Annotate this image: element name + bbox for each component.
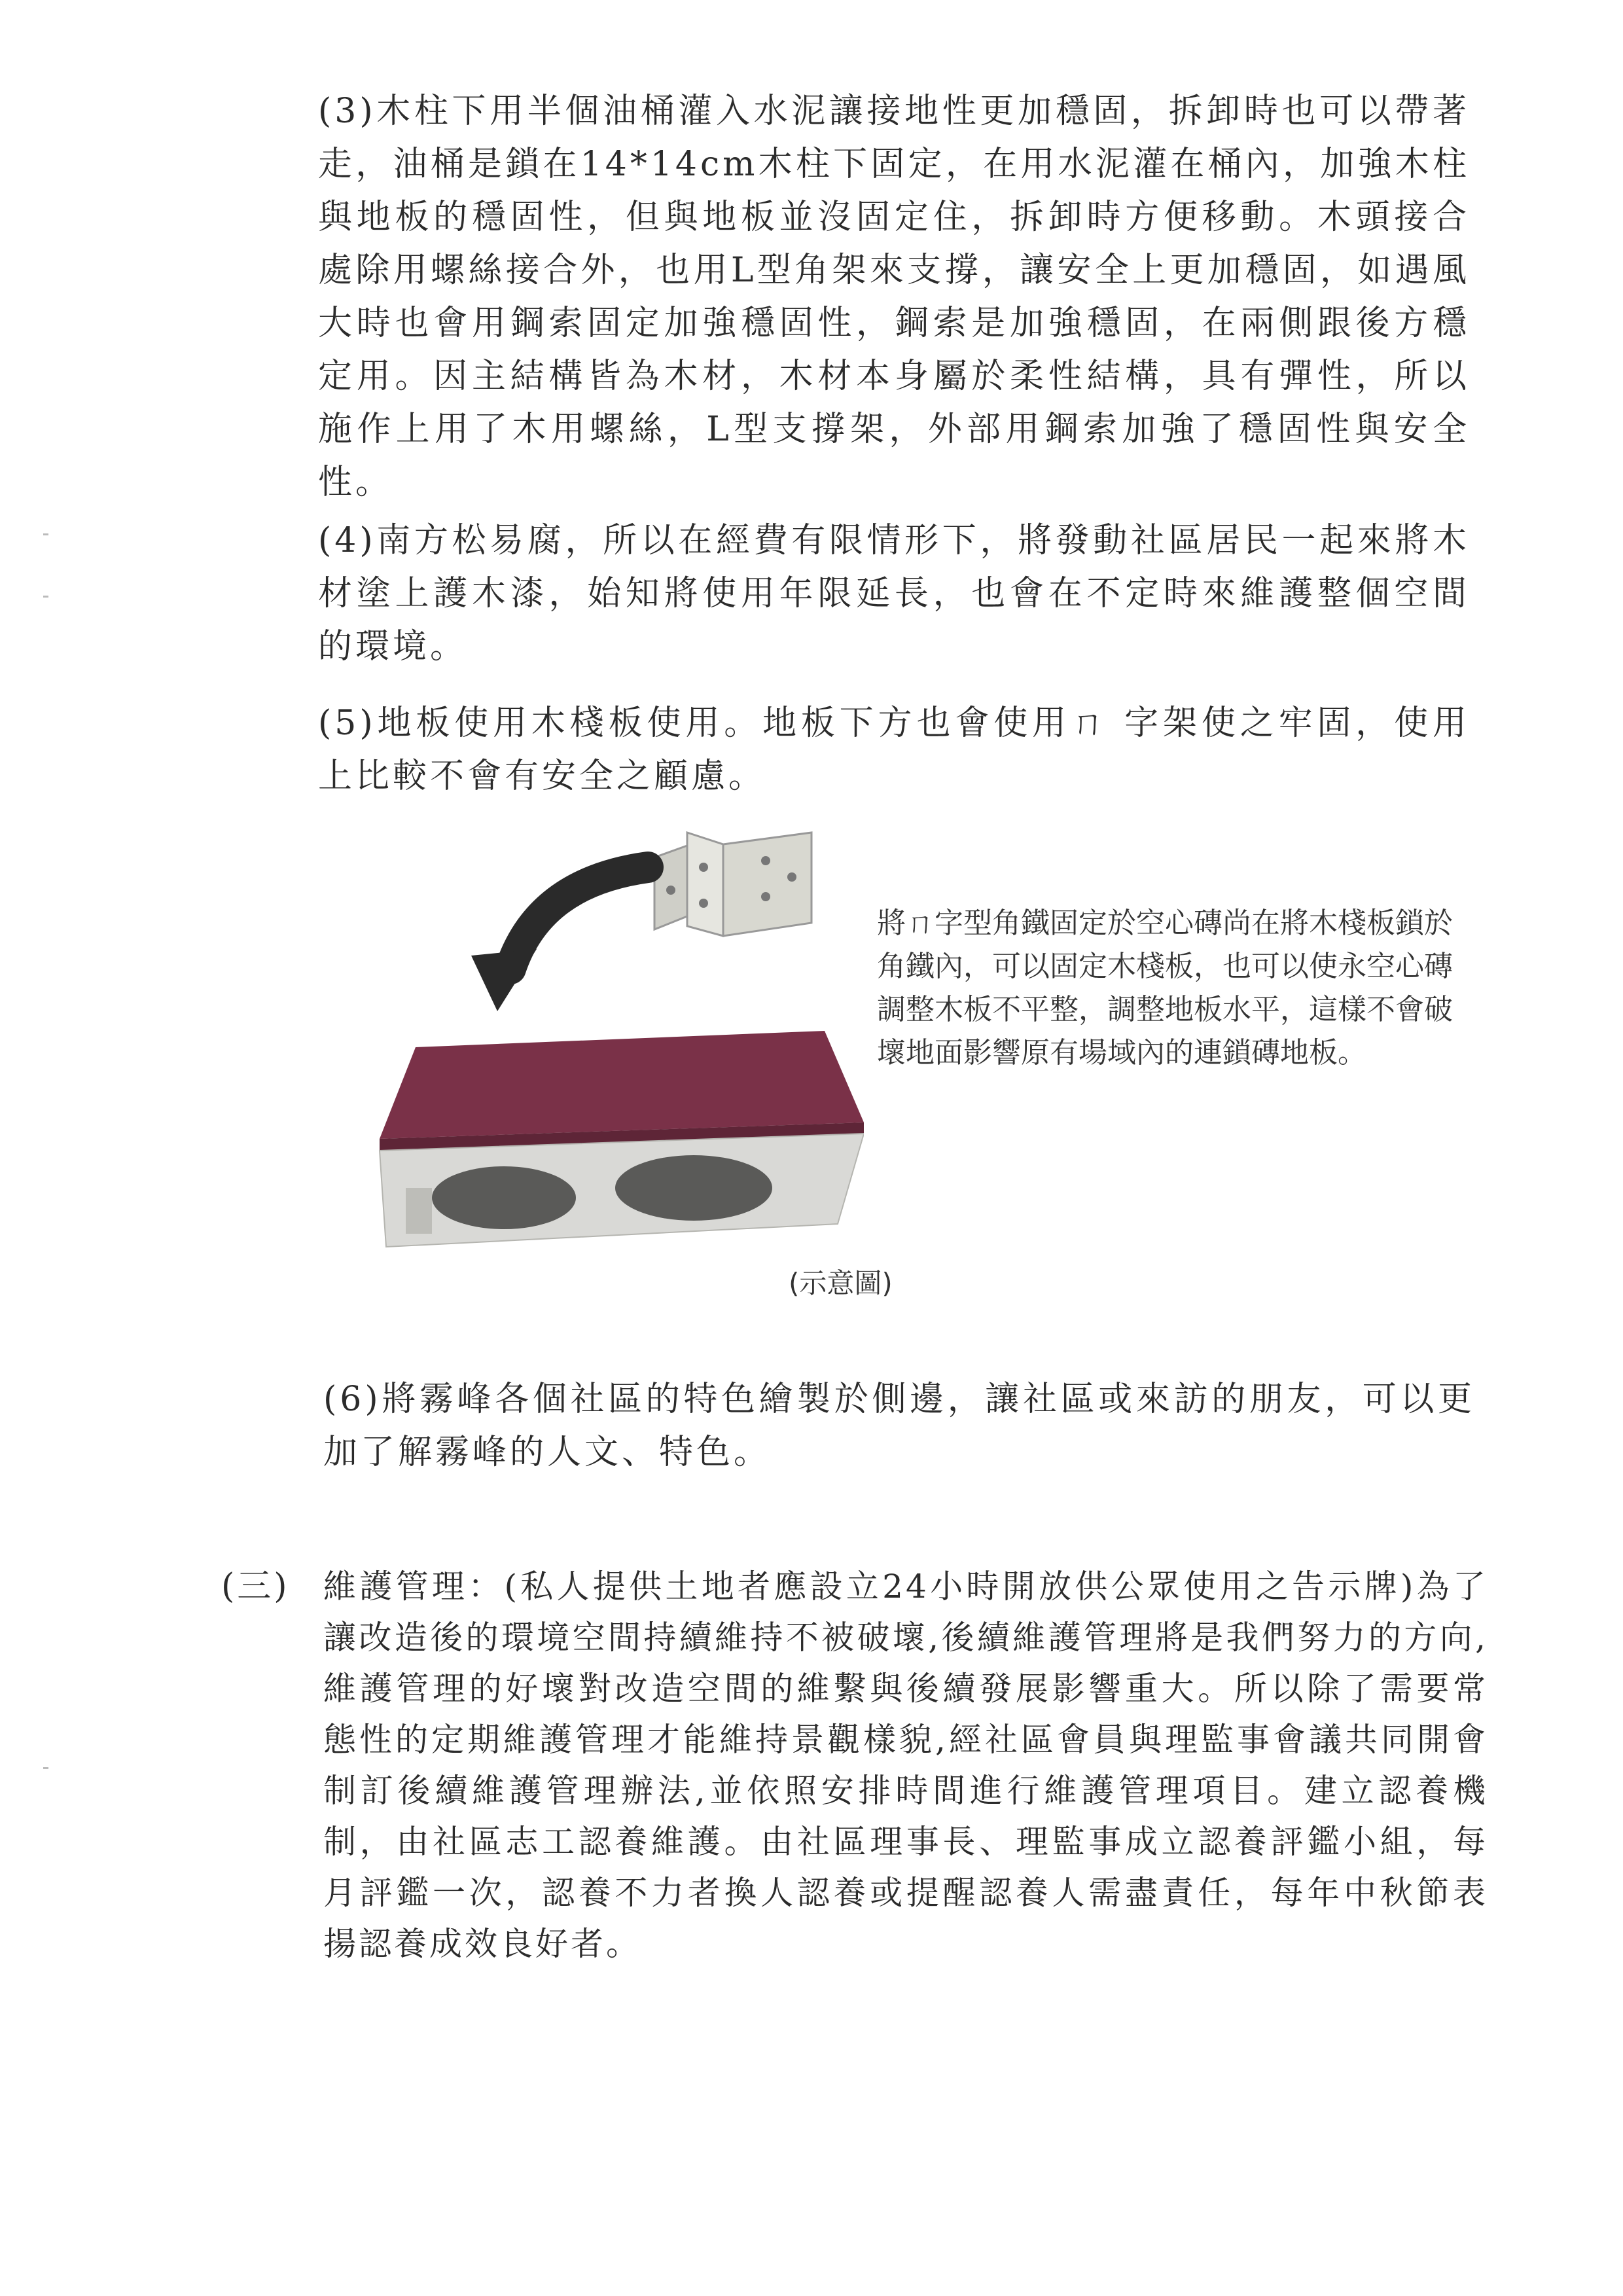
hollow-block-image <box>380 1134 864 1247</box>
section-3-label: (三) <box>221 1567 290 1606</box>
paragraph-6: (6)將霧峰各個社區的特色繪製於側邊，讓社區或來訪的朋友，可以更加了解霧峰的人文、特色。 <box>323 1380 1475 1472</box>
wood-plank-image <box>380 1031 864 1151</box>
u-bracket-image <box>654 833 812 936</box>
paragraph-5: (5)地板使用木棧板使用。地板下方也會使用ㄇ 字架使之牢固，使用上比較不會有安全之顧慮。 <box>318 704 1470 796</box>
figure-label: (示意圖) <box>789 1267 893 1299</box>
paragraph-3: (3)木柱下用半個油桶灌入水泥讓接地性更加穩固，拆卸時也可以帶著走，油桶是鎖在14*14cm木柱下固定，在用水泥灌在桶內，加強木柱與地板的穩固性，但與地板並沒固定住，拆卸時方便移動。木頭接合處除用螺絲接合外，也用L型角架來支撐，讓安全上更加穩固，如遇風大時也會用鋼索固定加強穩固性，鋼索是加強穩固，在兩側跟後方穩定用。因主結構皆為木材，木材本身屬於柔性結構，具有彈性，所以施作上用了木用螺絲，L型支撐架，外部用鋼索加強了穩固性與安全性。 <box>318 92 1470 502</box>
block-bracket-illustration <box>366 831 864 1250</box>
paragraph-4: (4)南方松易腐，所以在經費有限情形下，將發動社區居民一起來將木材塗上護木漆，始知將使用年限延長，也會在不定時來維護整個空間的環境。 <box>318 521 1470 666</box>
scan-speck <box>43 1767 48 1769</box>
figure-caption: 將ㄇ字型角鐵固定於空心磚尚在將木棧板鎖於角鐵內，可以固定木棧板，也可以使永空心磚調整木板不平整，調整地板水平，這樣不會破壞地面影響原有場域內的連鎖磚地板。 <box>877 906 1453 1069</box>
section-3-body: 維護管理：(私人提供土地者應設立24小時開放供公眾使用之告示牌)為了讓改造後的環境空間持續維持不被破壞,後續維護管理將是我們努力的方向,維護管理的好壞對改造空間的維繫與後續發展影響重大。所以除了需要常態性的定期維護管理才能維持景觀樣貌,經社區會員與理監事會議共同開會制訂後續維護管理辦法,並依照安排時間進行維護管理項目。建立認養機制，由社區志工認養維護。由社區理事長、理監事成立認養評鑑小組，每月評鑑一次，認養不力者換人認養或提醒認養人需盡責任，每年中秋節表揚認養成效良好者。 <box>323 1568 1488 1963</box>
scan-speck <box>43 533 48 535</box>
curved-arrow-icon <box>471 867 648 1011</box>
scan-speck <box>43 596 48 598</box>
